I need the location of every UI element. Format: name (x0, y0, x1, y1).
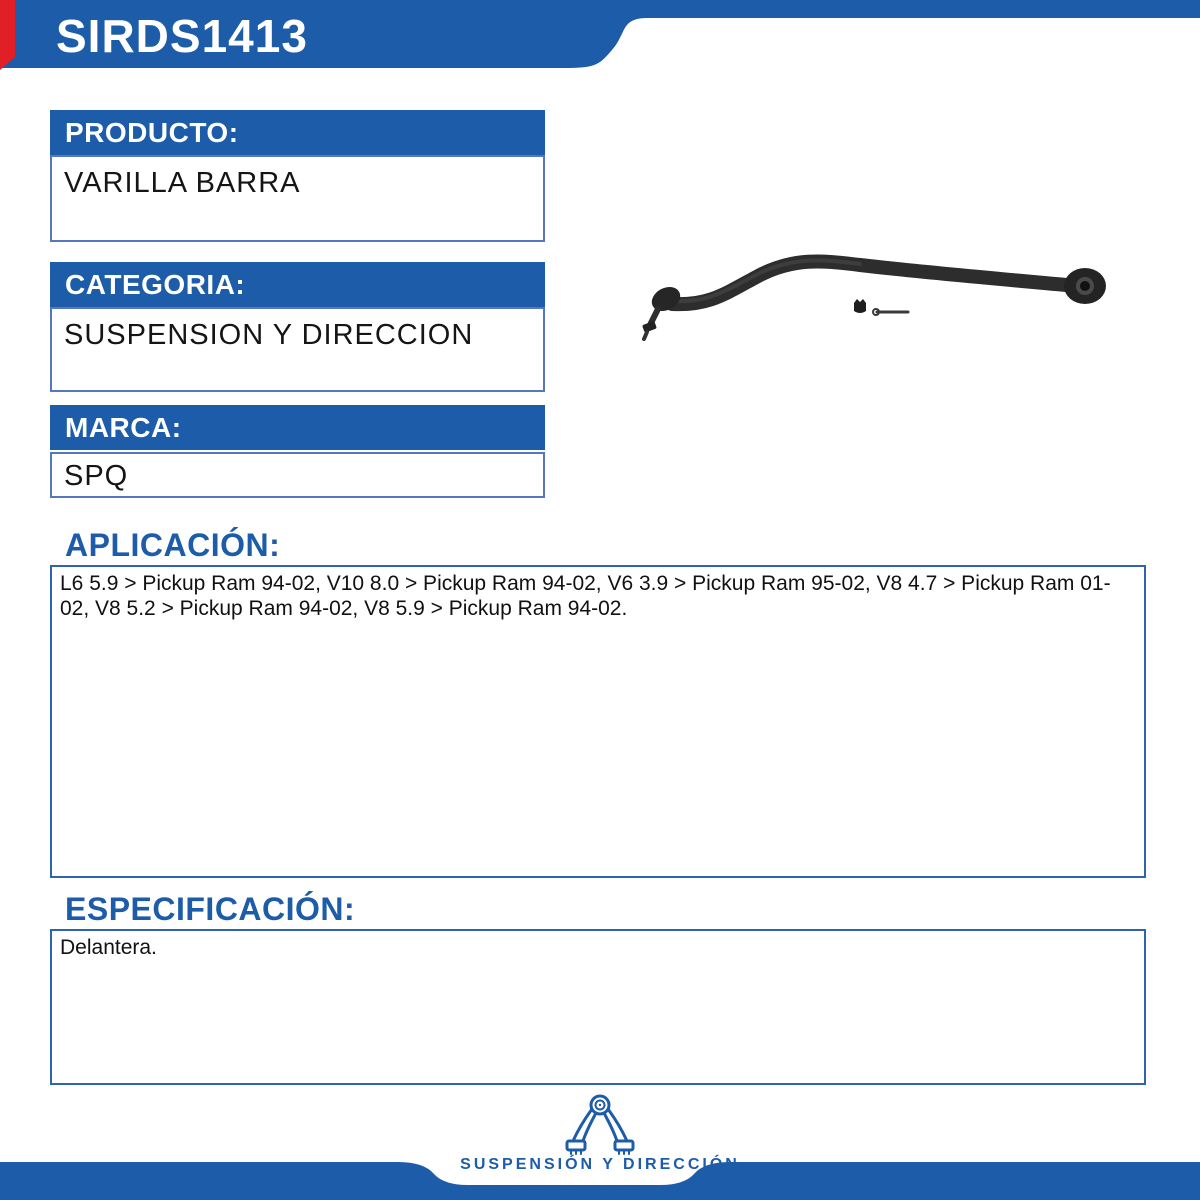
especificacion-heading: ESPECIFICACIÓN: (65, 891, 356, 927)
product-photo-track-bar (630, 235, 1150, 355)
especificacion-box (50, 929, 1146, 1085)
footer-brand-text: SUSPENSIÓN Y DIRECCIÓN (460, 1156, 740, 1173)
producto-label: PRODUCTO: (65, 116, 239, 148)
castle-nut (854, 299, 866, 313)
producto-value-box (50, 155, 545, 242)
aplicacion-text: L6 5.9 > Pickup Ram 94-02, V10 8.0 > Pickup Ram 94-02, V6 3.9 > Pickup Ram 95-02, V8 4.7 > Pickup Ram 01-02, V8 5.2 > Pickup Ram 94-02, V8 5.9 > Pickup Ram 94-02. (60, 572, 1111, 620)
stud-thread (644, 332, 647, 339)
categoria-value-box (50, 307, 545, 392)
especificacion-text: Delantera. (60, 936, 157, 959)
marca-label-bar (50, 405, 545, 450)
categoria-label: CATEGORIA: (65, 268, 246, 300)
aplicacion-box (50, 565, 1146, 878)
aplicacion-heading: APLICACIÓN: (65, 527, 281, 563)
sku-title: SIRDS1413 (56, 10, 308, 62)
marca-value-box (50, 452, 545, 498)
control-arm-icon (560, 1094, 640, 1158)
stud-nut (642, 321, 657, 333)
producto-label-bar (50, 110, 545, 155)
categoria-label-bar (50, 262, 545, 307)
marca-value: SPQ (64, 460, 129, 492)
bar-body (672, 261, 1066, 304)
marca-label: MARCA: (65, 411, 182, 443)
categoria-value: SUSPENSION Y DIRECCION (64, 319, 474, 351)
bushing-hole (1080, 281, 1090, 291)
producto-value: VARILLA BARRA (64, 167, 301, 199)
